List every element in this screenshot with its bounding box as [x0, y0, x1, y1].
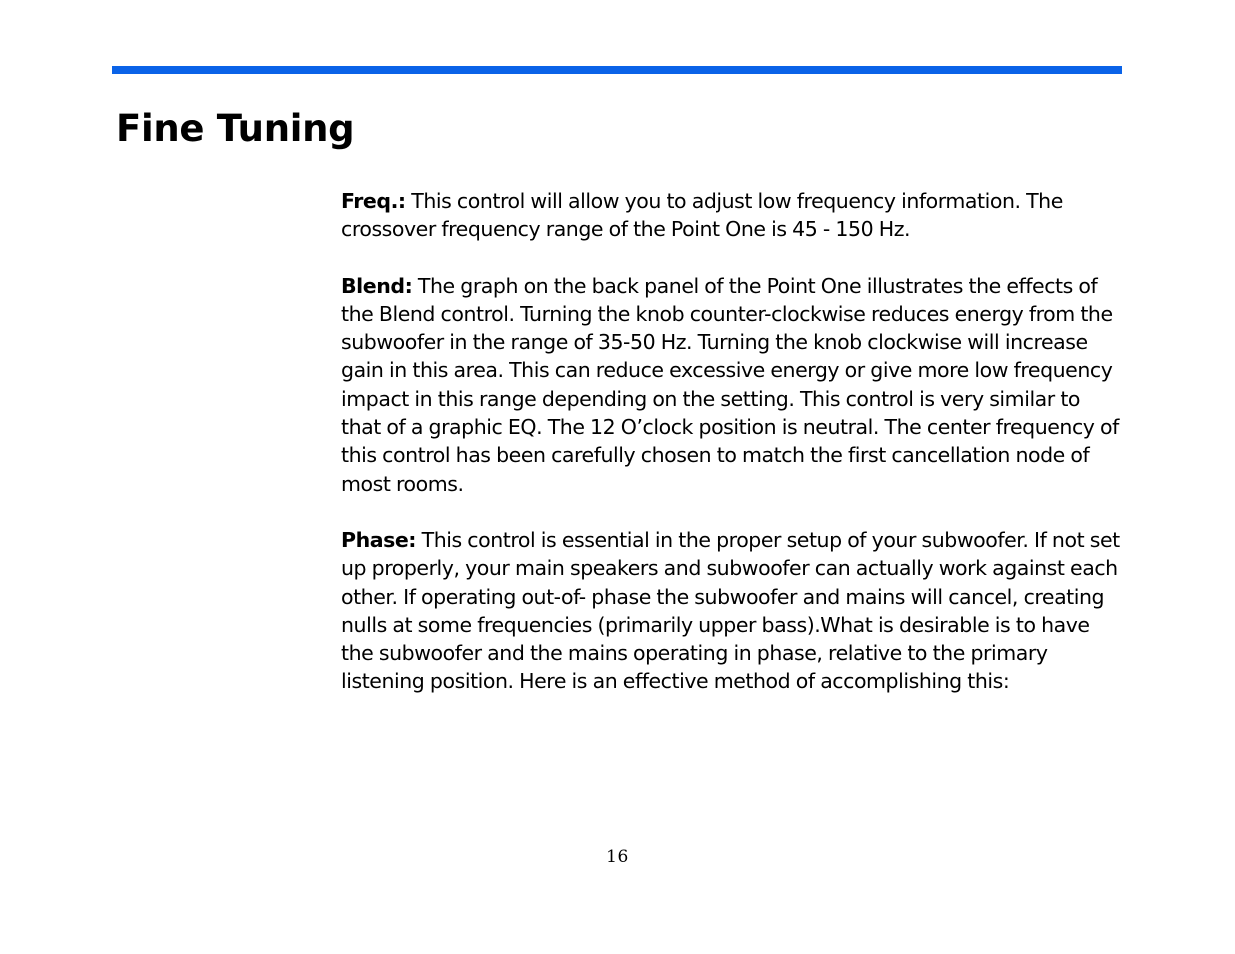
blend-term: Blend:	[341, 273, 413, 298]
blend-text: The graph on the back panel of the Point One illustrates the effects of the Blend control. Turning the knob counter-clockwise reduces energy from the subwoofer in the range of 35-50 Hz. Turning the knob clockwise will increase gain in this area. This can reduce excessive energy or give more low frequency impact in this range depending on the setting. This control is very similar to that of a graphic EQ. The 12 O’clock position is neutral. The center frequency of this control has been carefully chosen to match the first cancellation node of most rooms.	[341, 273, 1119, 496]
phase-text: This control is essential in the proper setup of your subwoofer. If not set up properly, your main speakers and subwoofer can actually work against each other. If operating out-of- phase the subwoofer and mains will cancel, creating nulls at some frequencies (primarily upper bass).What is desirable is to have the subwoofer and the mains operating in phase, relative to the primary listening position. Here is an effective method of accomplishing this:	[341, 527, 1120, 694]
freq-text: This control will allow you to adjust low frequency information. The crossover frequency range of the Point One is 45 - 150 Hz.	[341, 189, 1063, 242]
header-rule	[112, 66, 1122, 74]
freq-paragraph	[341, 187, 1121, 244]
phase-term: Phase:	[341, 527, 417, 552]
page-title: Fine Tuning	[116, 107, 355, 150]
phase-paragraph	[341, 526, 1121, 696]
body-content	[341, 187, 1121, 724]
blend-paragraph	[341, 272, 1121, 498]
page-number: 16	[606, 847, 629, 867]
freq-term: Freq.:	[341, 189, 406, 213]
